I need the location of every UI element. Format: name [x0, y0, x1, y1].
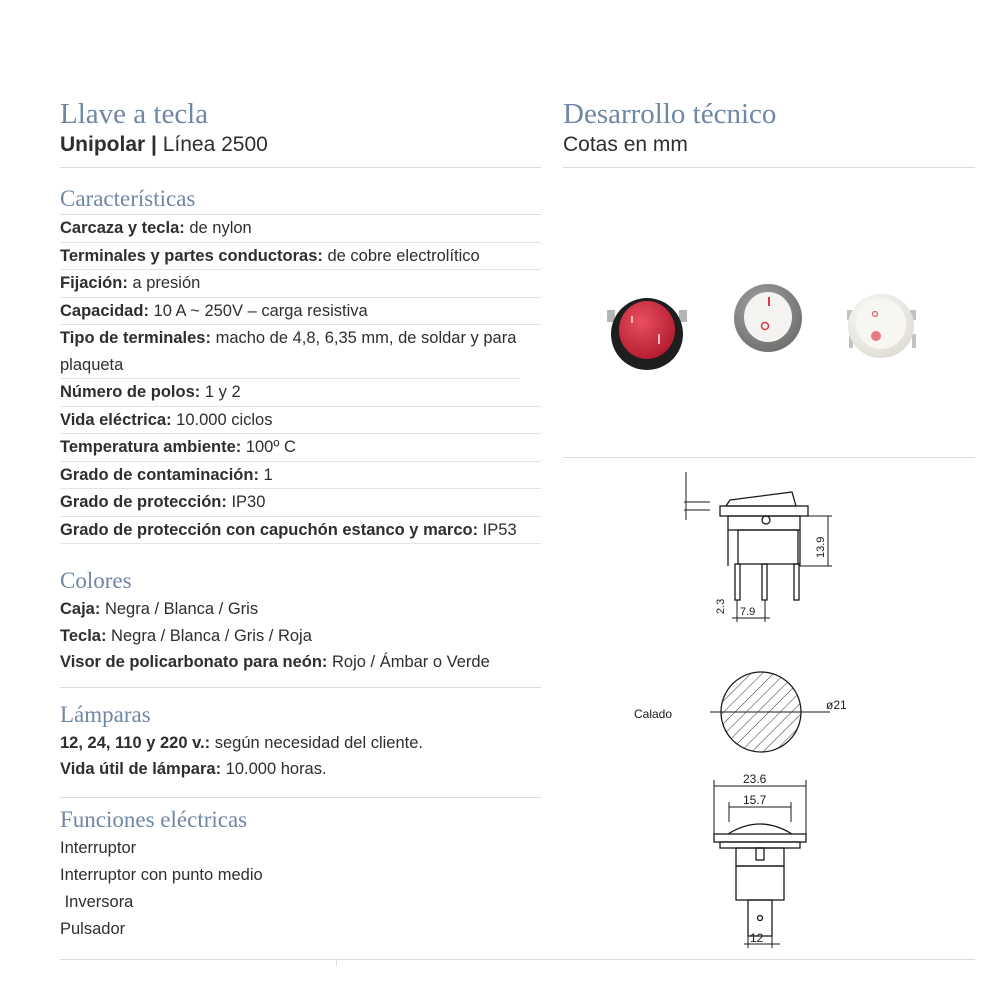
spec-value: IP30	[226, 493, 266, 511]
color-row	[60, 596, 541, 623]
product-photo	[563, 262, 975, 412]
spec-value: IP53	[478, 520, 517, 539]
bottom-divider-tick	[336, 960, 337, 966]
side-view	[684, 472, 832, 622]
spec-row	[60, 215, 541, 243]
color-label: Visor de policarbonato para neón:	[60, 653, 328, 671]
color-row	[60, 623, 541, 650]
spec-value: 10 A ~ 250V – carga resistiva	[148, 301, 368, 320]
technical-column	[563, 96, 975, 168]
spec-row	[60, 325, 520, 379]
lampara-value: 10.000 horas.	[221, 760, 327, 778]
color-value: Negra / Blanca / Gris	[100, 600, 259, 618]
cutout-diameter: ø21	[826, 698, 847, 712]
lamparas-list	[60, 730, 541, 783]
colores-list	[60, 596, 541, 676]
spec-row	[60, 407, 541, 435]
funcion-item: Pulsador	[60, 919, 126, 938]
divider	[60, 797, 541, 798]
spec-row	[60, 379, 541, 407]
divider	[60, 687, 541, 688]
lampara-label: 12, 24, 110 y 220 v.:	[60, 733, 211, 752]
spec-value: 10.000 ciclos	[171, 410, 273, 429]
color-value: Rojo / Ámbar o Verde	[327, 653, 490, 671]
spec-row	[60, 243, 541, 271]
specs-column	[60, 96, 541, 943]
spec-label: Capacidad:	[60, 301, 149, 320]
spec-row	[60, 489, 541, 517]
spec-value: de nylon	[184, 219, 252, 237]
lampara-row	[60, 730, 541, 757]
color-label: Tecla:	[60, 626, 107, 645]
color-value: Negra / Blanca / Gris / Roja	[106, 626, 312, 645]
funciones-list	[60, 835, 541, 943]
divider	[563, 167, 975, 168]
spec-value: 1	[258, 465, 273, 484]
dim-pin-spacing: 7.9	[740, 606, 756, 618]
spec-row	[60, 434, 541, 462]
dim-inner-width: 15.7	[743, 793, 767, 807]
spec-label: Carcaza y tecla:	[60, 219, 185, 237]
spec-value: 1 y 2	[200, 383, 241, 401]
switch-grey-white	[734, 284, 802, 352]
bottom-divider	[60, 959, 975, 960]
dim-outer-width: 23.6	[743, 772, 767, 786]
subtitle-bold: Unipolar |	[60, 133, 157, 156]
spec-value: de cobre electrolítico	[322, 246, 480, 265]
spec-label: Tipo de terminales:	[60, 329, 211, 347]
spec-value: 100º C	[241, 438, 296, 456]
technical-drawing	[600, 462, 900, 952]
spec-label: Temperatura ambiente:	[60, 438, 242, 456]
dim-base-width: 12	[750, 931, 764, 945]
spec-row	[60, 270, 541, 298]
color-row	[60, 649, 541, 676]
spec-row	[60, 517, 541, 545]
spec-label: Grado de protección con capuchón estanco y marco:	[60, 520, 479, 539]
spec-label: Terminales y partes conductoras:	[60, 246, 323, 265]
spec-label: Fijación:	[60, 274, 128, 292]
section-heading-funciones: Funciones eléctricas	[60, 806, 248, 832]
spec-row	[60, 298, 541, 326]
spec-label: Grado de protección:	[60, 493, 227, 511]
dim-top-height: 2.3	[715, 598, 727, 614]
spec-label: Vida eléctrica:	[60, 410, 172, 429]
caracteristicas-list	[60, 215, 541, 544]
dim-body-height: 13.9	[815, 536, 827, 558]
subtitle-rest: Línea 2500	[156, 133, 268, 156]
technical-title: Desarrollo técnico	[563, 98, 777, 130]
cutout-label: Calado	[634, 707, 673, 721]
spec-label: Grado de contaminación:	[60, 465, 259, 484]
funcion-item: Interruptor	[60, 838, 137, 857]
technical-subtitle: Cotas en mm	[563, 133, 688, 156]
funcion-item: Interruptor con punto medio	[60, 865, 263, 884]
product-subtitle	[60, 132, 541, 158]
divider	[60, 167, 541, 168]
spec-value: a presión	[127, 274, 201, 292]
lampara-value: según necesidad del cliente.	[210, 733, 423, 752]
spec-label: Número de polos:	[60, 383, 201, 401]
divider	[563, 457, 975, 458]
product-title: Llave a tecla	[60, 98, 209, 130]
lampara-label: Vida útil de lámpara:	[60, 760, 222, 778]
spec-value: macho de 4,8, 6,35 mm, de soldar y para plaqueta	[60, 329, 517, 374]
section-heading-lamparas: Lámparas	[60, 701, 151, 727]
color-label: Caja:	[60, 600, 101, 618]
section-heading-colores: Colores	[60, 568, 132, 593]
section-heading-caracteristicas: Características	[60, 186, 196, 211]
cutout-view	[710, 672, 830, 752]
funcion-item: Inversora	[60, 892, 134, 911]
spec-row	[60, 462, 541, 490]
lampara-row	[60, 756, 541, 783]
